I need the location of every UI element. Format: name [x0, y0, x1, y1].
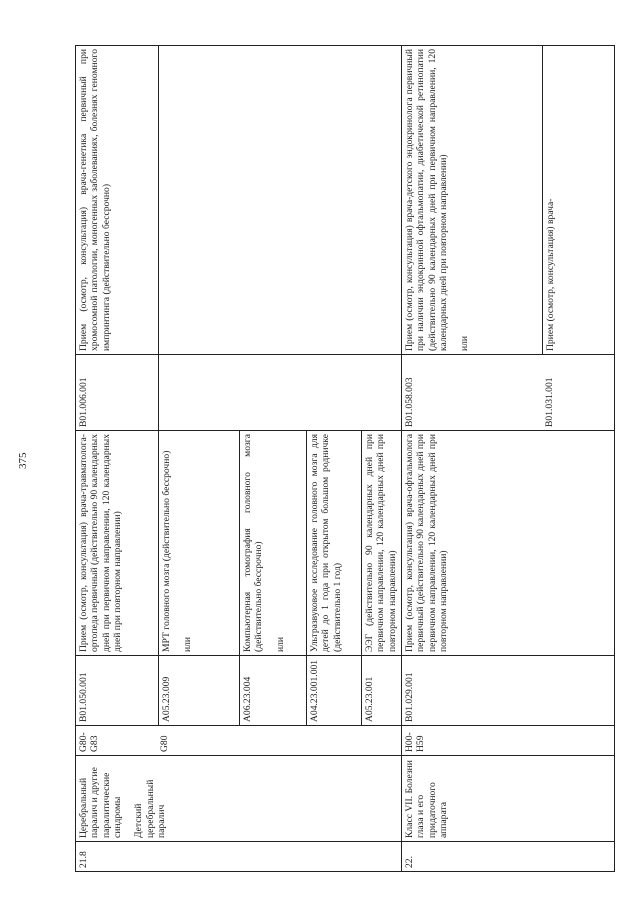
service-4: Ультразвуковое исследование головного мозга для детей до 1 года при открытом большом родничке (действительно 1 год): [306, 431, 361, 655]
row-number: 22.: [402, 842, 615, 872]
rotated-table-container: [75, 46, 615, 872]
code-5: A05.23.001: [361, 656, 377, 725]
table-row: [76, 46, 402, 872]
or-label: или: [459, 335, 471, 351]
code-6: B01.006.001: [78, 377, 89, 427]
or-label: или: [274, 636, 286, 652]
code-3: B01.031.001: [544, 377, 555, 427]
diagnosis-main: Церебральный паралич и другие паралитические синдромы: [78, 767, 123, 838]
page-number: 375: [17, 452, 29, 470]
service-2-block: [402, 46, 542, 354]
icd-sub: G80: [158, 735, 170, 752]
diagnosis-sub: Детский церебральный паралич: [133, 779, 167, 838]
diagnosis-name: Класс VII. Болезни глаза и его придаточного аппарата: [402, 756, 615, 842]
icd-code: H00-H59: [402, 726, 615, 756]
icd-code: [76, 726, 402, 756]
service-names-right: [76, 46, 402, 355]
service-3: Компьютерная томография головного мозга (действительно бессрочно): [242, 434, 265, 652]
service-6: Прием (осмотр, консультация) врача-генетика первичный при хромосомной патологии, моногенных заболеваниях, болезнях геномного импринтинга (действительно бессрочно): [78, 49, 112, 351]
service-2: Прием (осмотр, консультация) врача-детского эндокринолога первичный при наличии эндокринной офтальмопатии, диабетической ретинопатии (действительно 90 календарных дней при первичном направлении, 120 календарных дней при повторном направлении): [404, 49, 449, 351]
service-codes-right: [76, 355, 402, 431]
service-1: Прием (осмотр, консультация) врача-травматолога-ортопеда первичный (действительно 90 календарных дней при первичном направлении, 120 календарных дней при повторном направлении): [78, 434, 123, 652]
service-3-block: [239, 431, 306, 655]
code-3: A06.23.004: [239, 656, 306, 725]
empty-cell: [158, 46, 401, 354]
code-2: B01.058.003: [404, 377, 415, 427]
service-2-block: [158, 431, 239, 655]
service-2: МРТ головного мозга (действительно бессрочно): [161, 450, 172, 652]
service-5: ЭЭГ (действительно 90 календарных дней при первичном направлении, 120 календарных дней при повторном направлении): [361, 431, 400, 655]
service-names-right: [402, 46, 615, 355]
service-codes-right: [402, 355, 615, 431]
row-number: 21.8: [76, 842, 402, 872]
services-table: [75, 45, 615, 872]
diagnosis-name: [76, 756, 402, 842]
code-4: A04.23.001.001: [306, 656, 361, 725]
service-3: Прием (осмотр, консультация) врача-: [542, 46, 558, 354]
service-codes: [76, 656, 402, 726]
icd-main: G80-G83: [78, 732, 101, 752]
code-2: A05.23.009: [158, 656, 239, 725]
empty-cell: [158, 355, 401, 430]
service-name: Прием (осмотр, консультация) врача-офтальмолога первичный (действительно 90 календарных дней при первичном направлении, 120 календарных дней при повторном направлении): [402, 431, 615, 656]
or-label: или: [182, 636, 194, 652]
service-code: B01.029.001: [402, 656, 615, 726]
code-1: B01.050.001: [78, 672, 89, 722]
service-names: [76, 431, 402, 656]
table-row: [402, 46, 615, 872]
